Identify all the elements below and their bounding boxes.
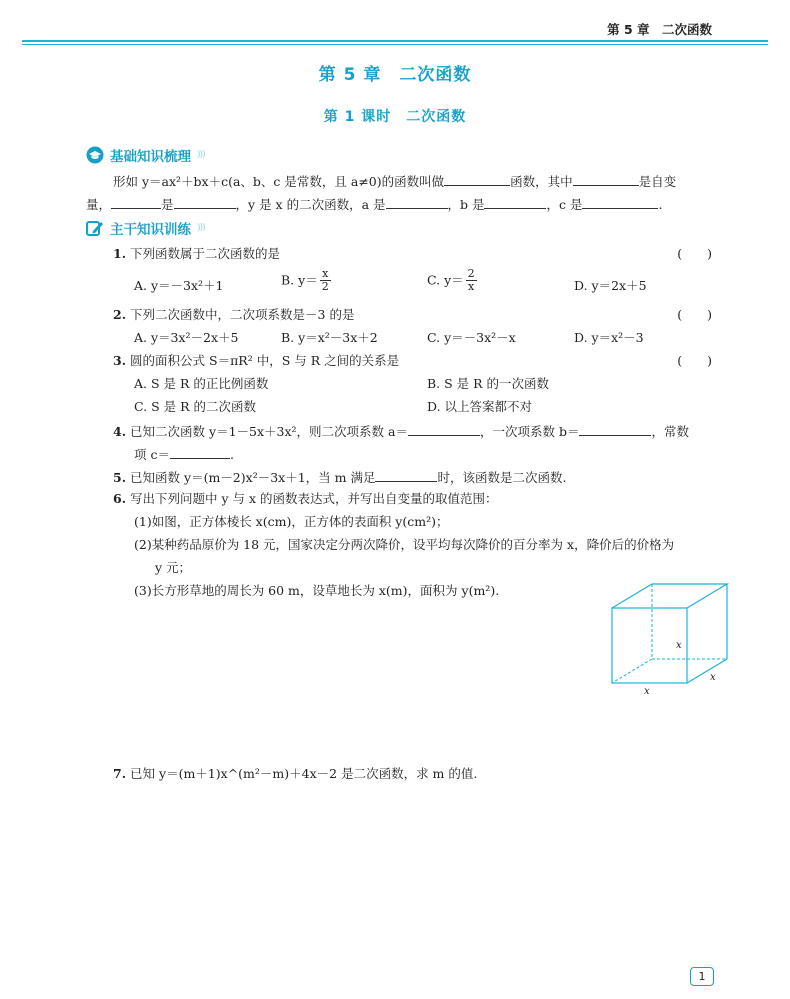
- option-a[interactable]: A. y＝3x²－2x＋5: [134, 330, 239, 345]
- blank-field[interactable]: [573, 171, 639, 186]
- blank-field[interactable]: [170, 444, 230, 459]
- section-main-title: 主干知识训练: [110, 222, 191, 238]
- wave-decoration: ))): [197, 223, 205, 233]
- numerator: 2: [467, 267, 475, 280]
- page-number: 1: [690, 967, 714, 986]
- question-6-part-2-cont: y 元；: [155, 560, 192, 575]
- question-number: 1.: [113, 246, 127, 261]
- question-stem: 项 c＝: [134, 447, 170, 462]
- basic-text: ，b 是: [447, 197, 485, 212]
- fraction: [466, 268, 477, 293]
- option-d[interactable]: D. 以上答案都不对: [427, 399, 533, 414]
- question-number: 2.: [113, 307, 127, 322]
- fraction: [320, 268, 331, 293]
- basic-text: .: [658, 197, 663, 212]
- question-stem: 下列函数属于二次函数的是: [130, 246, 281, 261]
- wave-decoration: ))): [197, 150, 205, 160]
- option-text: C. y＝: [427, 272, 464, 288]
- blank-field[interactable]: [386, 194, 448, 209]
- blank-field[interactable]: [579, 421, 651, 436]
- cube-label-depth: x: [710, 672, 716, 683]
- question-3: [113, 351, 399, 371]
- denominator: x: [468, 280, 475, 293]
- blank-field[interactable]: [582, 194, 658, 209]
- running-header: 第 5 章 二次函数: [607, 22, 712, 37]
- question-number: 3.: [113, 353, 127, 368]
- cube-right-edges: [687, 584, 727, 683]
- cube-hidden-edge: [612, 659, 652, 683]
- option-a[interactable]: A. y＝－3x²＋1: [134, 278, 224, 293]
- cube-label-height: x: [676, 640, 682, 651]
- question-number: 6.: [113, 491, 127, 506]
- blank-field[interactable]: [375, 467, 437, 482]
- blank-field[interactable]: [111, 194, 161, 209]
- option-d[interactable]: D. y＝x²－3: [574, 330, 644, 345]
- question-stem: 圆的面积公式 S＝πR² 中，S 与 R 之间的关系是: [130, 353, 400, 368]
- header-rule-thin: [22, 44, 768, 45]
- section-basic-heading: [86, 145, 205, 165]
- basic-text: ，y 是 x 的二次函数，a 是: [235, 197, 386, 212]
- question-number: 5.: [113, 470, 127, 485]
- question-5: [113, 467, 566, 488]
- basic-text: ，c 是: [546, 197, 583, 212]
- question-stem: 已知函数 y＝(m－2)x²－3x＋1，当 m 满足: [130, 470, 376, 485]
- blank-field[interactable]: [444, 171, 510, 186]
- option-c[interactable]: [427, 268, 479, 293]
- question-stem: ，一次项系数 b＝: [479, 424, 580, 439]
- option-b[interactable]: B. S 是 R 的一次函数: [427, 376, 550, 391]
- section-basic-title: 基础知识梳理: [110, 149, 191, 165]
- pencil-note-icon: [86, 219, 104, 237]
- basic-text: 是自变: [638, 174, 677, 189]
- blank-field[interactable]: [408, 421, 480, 436]
- basic-line-2: [86, 194, 662, 215]
- question-6-part-3: (3)长方形草地的周长为 60 m，设草地长为 x(m)，面积为 y(m²).: [134, 583, 500, 598]
- question-7: [113, 764, 477, 784]
- question-stem: 下列二次函数中，二次项系数是－3 的是: [130, 307, 355, 322]
- basic-text: 形如 y＝ax²＋bx＋c(a、b、c 是常数，且 a≠0)的函数叫做: [113, 174, 445, 189]
- chapter-title: 第 5 章 二次函数: [318, 65, 472, 85]
- question-4: [113, 421, 689, 442]
- basic-line-1: [113, 171, 676, 192]
- cube-figure: [600, 578, 730, 696]
- answer-paren[interactable]: ( ): [677, 307, 712, 322]
- question-number: 7.: [113, 766, 127, 781]
- question-stem: 已知二次函数 y＝1－5x＋3x²，则二次项系数 a＝: [130, 424, 408, 439]
- answer-paren[interactable]: ( ): [677, 353, 712, 368]
- numerator: x: [320, 268, 331, 281]
- question-2: [113, 305, 354, 325]
- cube-label-width: x: [644, 686, 650, 696]
- option-a[interactable]: A. S 是 R 的正比例函数: [134, 376, 269, 391]
- question-stem: 已知 y＝(m＋1)x^(m²－m)＋4x－2 是二次函数，求 m 的值.: [130, 766, 478, 781]
- question-6-part-2: (2)某种药品原价为 18 元，国家决定分两次降价，设平均每次降价的百分率为 x，降价后的价格为: [134, 537, 675, 552]
- blank-field[interactable]: [174, 194, 236, 209]
- graduation-cap-icon: [86, 146, 104, 164]
- basic-text: 是: [161, 197, 174, 212]
- question-1: [113, 244, 280, 264]
- question-stem: .: [229, 447, 234, 462]
- basic-text: 量，: [86, 197, 112, 212]
- option-b[interactable]: [281, 268, 333, 293]
- question-4-line-2: [134, 444, 234, 465]
- blank-field[interactable]: [484, 194, 546, 209]
- option-b[interactable]: B. y＝x²－3x＋2: [281, 330, 378, 345]
- cube-hidden-edges: [652, 584, 727, 659]
- question-stem: 写出下列问题中 y 与 x 的函数表达式，并写出自变量的取值范围：: [130, 491, 498, 506]
- cube-top-edges: [612, 584, 727, 608]
- question-6-part-1: (1)如图，正方体棱长 x(cm)，正方体的表面积 y(cm²)；: [134, 514, 449, 529]
- basic-text: 函数，其中: [510, 174, 573, 189]
- option-c[interactable]: C. y＝－3x²－x: [427, 330, 516, 345]
- lesson-title: 第 1 课时 二次函数: [323, 109, 467, 125]
- option-d[interactable]: D. y＝2x＋5: [574, 278, 647, 293]
- question-stem: 时，该函数是二次函数.: [437, 470, 567, 485]
- header-rule: [22, 40, 768, 42]
- section-main-heading: [86, 218, 205, 238]
- question-6: [113, 489, 498, 509]
- question-stem: ，常数: [651, 424, 689, 439]
- option-text: B. y＝: [281, 272, 318, 288]
- option-c[interactable]: C. S 是 R 的二次函数: [134, 399, 256, 414]
- denominator: 2: [321, 280, 329, 293]
- answer-paren[interactable]: ( ): [677, 246, 712, 261]
- question-number: 4.: [113, 424, 127, 439]
